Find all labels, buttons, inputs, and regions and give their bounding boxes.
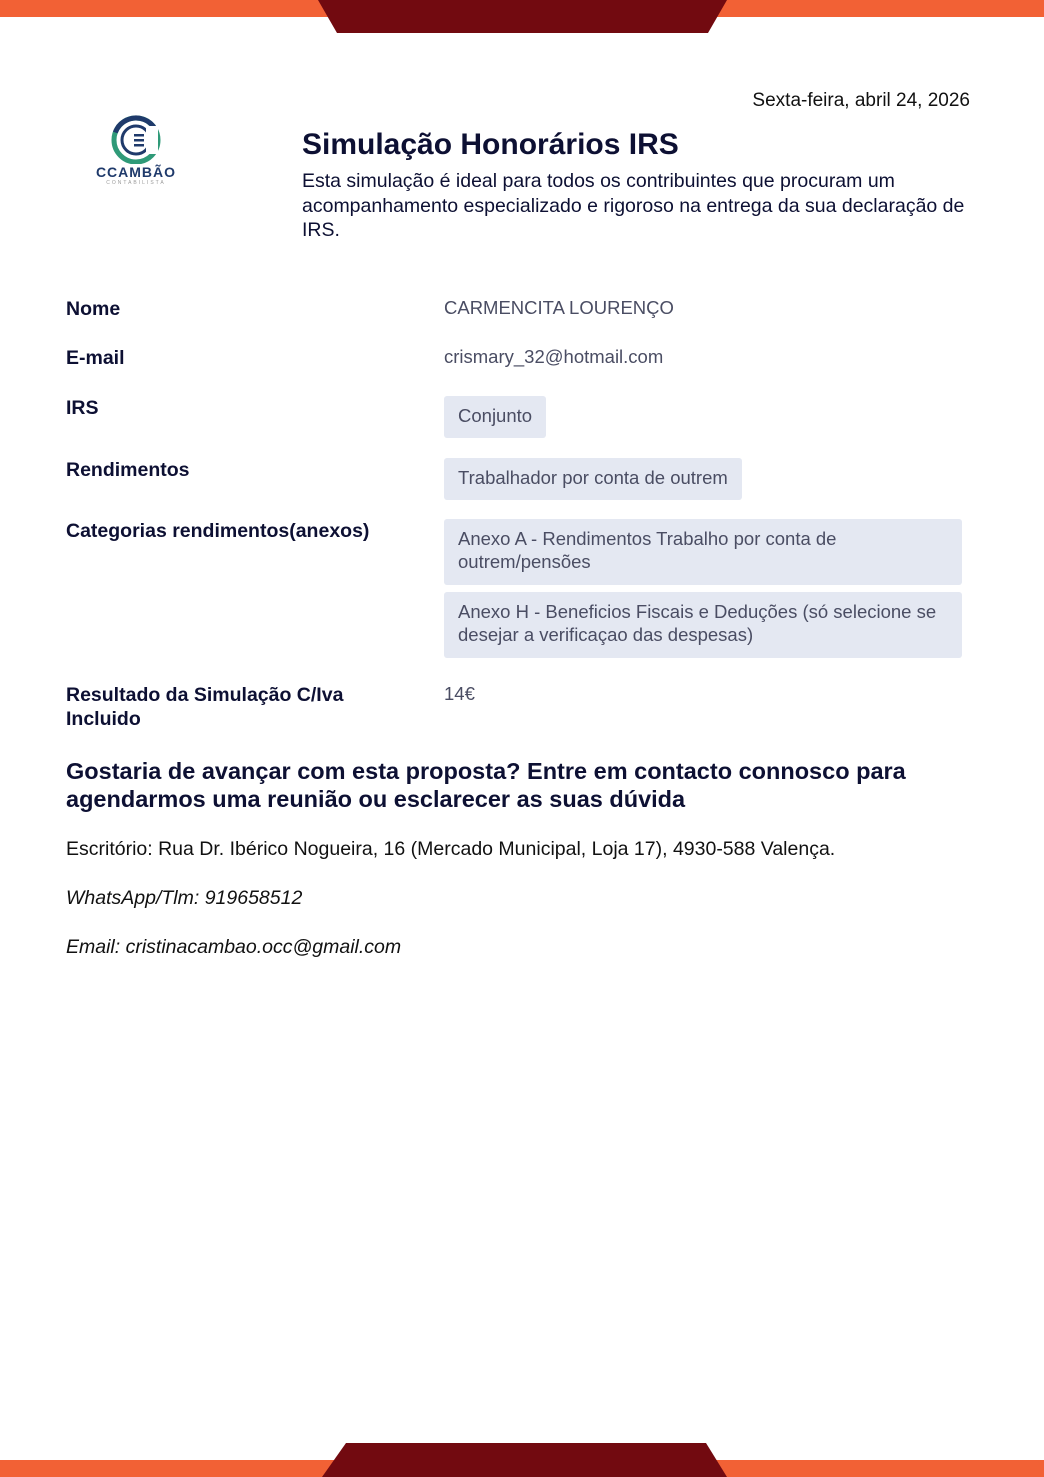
rendimentos-label: Rendimentos <box>66 459 190 481</box>
logo-name: CCAMBÃO <box>95 164 177 180</box>
page-title: Simulação Honorários IRS <box>302 128 679 161</box>
office-address: Escritório: Rua Dr. Ibérico Nogueira, 16 (Mercado Municipal, Loja 17), 4930-588 Valença. <box>66 838 836 860</box>
whatsapp-contact: WhatsApp/Tlm: 919658512 <box>66 887 303 909</box>
intro-text: Esta simulação é ideal para todos os contribuintes que procuram um acompanhamento especializado e rigoroso na entrega da sua declaração de IRS. <box>302 170 965 241</box>
logo-subtitle: CONTABILISTA <box>106 180 166 186</box>
company-logo <box>88 112 184 192</box>
document-date: Sexta-feira, abril 24, 2026 <box>752 90 970 111</box>
call-to-action: Gostaria de avançar com esta proposta? Entre em contacto connosco para agendarmos uma reunião ou esclarecer as suas dúvida <box>66 758 906 812</box>
categoria-anexo-a-chip: Anexo A - Rendimentos Trabalho por conta de outrem/pensões <box>444 519 962 585</box>
email-contact: Email: cristinacambao.occ@gmail.com <box>66 936 402 958</box>
email-label: E-mail <box>66 347 125 369</box>
irs-value-chip: Conjunto <box>444 396 546 438</box>
top-maroon-trapezoid <box>318 0 727 33</box>
email-value: crismary_32@hotmail.com <box>444 346 664 367</box>
categoria-anexo-h-chip: Anexo H - Beneficios Fiscais e Deduções (só selecione se desejar a verificaçao das despesas) <box>444 592 962 658</box>
rendimentos-value-chip: Trabalhador por conta de outrem <box>444 458 742 500</box>
nome-value: CARMENCITA LOURENÇO <box>444 297 674 318</box>
bottom-maroon-trapezoid <box>322 1443 727 1477</box>
irs-label: IRS <box>66 397 99 419</box>
logo-emblem-icon <box>88 112 184 164</box>
bottom-decoration-band <box>0 1443 1044 1477</box>
categorias-label: Categorias rendimentos(anexos) <box>66 520 370 542</box>
resultado-value: 14€ <box>444 683 475 704</box>
resultado-label: Resultado da Simulação C/Iva Incluido <box>66 684 344 730</box>
top-decoration-band <box>0 0 1044 34</box>
nome-label: Nome <box>66 298 121 320</box>
